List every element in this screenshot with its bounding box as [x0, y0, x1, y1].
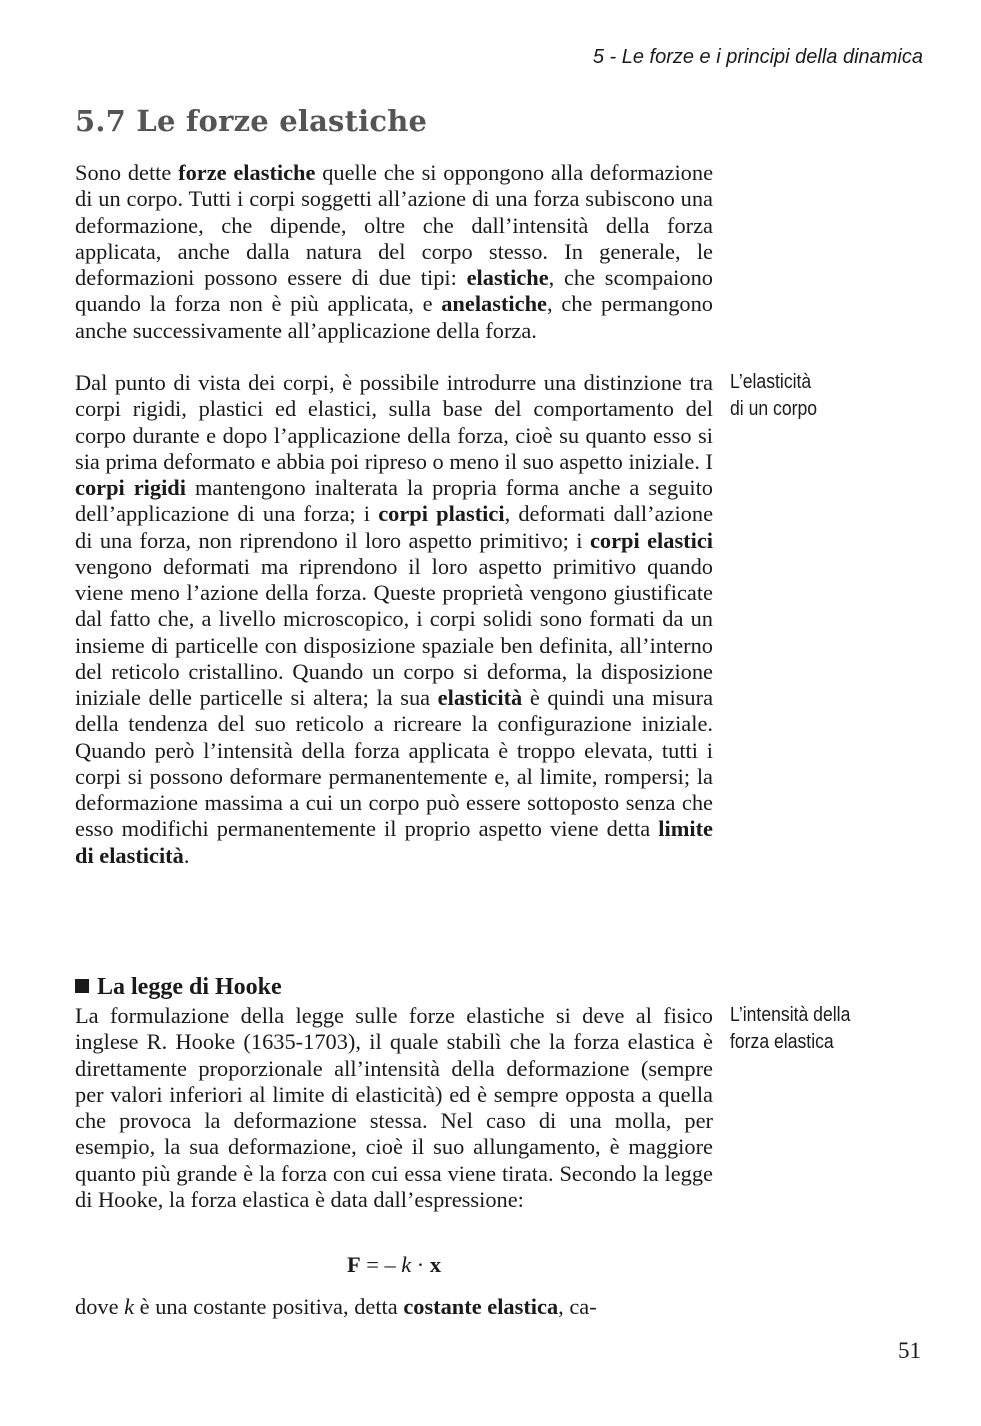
square-bullet-icon: [75, 979, 89, 993]
symbol-k: k: [124, 1294, 135, 1319]
section-title: 5.7 Le forze elastiche: [75, 104, 428, 138]
term-anelastiche: anelastiche: [441, 291, 547, 317]
term-corpi-plastici: corpi plastici: [378, 501, 505, 527]
hooke-formula: F = – k · x: [346, 1252, 442, 1277]
running-header: 5 - Le forze e i principi della dinamica: [592, 46, 923, 68]
term-elasticita: elasticità: [437, 685, 523, 710]
subsection-title: La legge di Hooke: [75, 974, 282, 1001]
paragraph-intro: Sono dette forze elastiche quelle che si oppongono alla deformazione di un corpo. Tutti i corpi soggetti all’azione di una forza subiscono una deformazione, che dipende, oltre che dall’intensità della forza applicata, anche dalla natura del corpo stesso. In generale, le deformazioni possono essere di due tipi: elastiche, che scompaiono quando la forza non è più applicata, e anelastiche, che permangono anche successivamente all’applicazione della forza.: [75, 160, 714, 343]
term-costante-elastica: costante elastica: [403, 1294, 559, 1319]
term-corpi-elastici: corpi elastici: [589, 527, 713, 553]
term-forze-elastiche: forze elastiche: [178, 160, 316, 185]
term-limite-elasticita: limite di elasticità: [75, 816, 713, 868]
paragraph-body-types: Dal punto di vista dei corpi, è possibile introdurre una distinzione tra corpi rigidi, plastici ed elastici, sulla base del comportamento del corpo durante e dopo l’applicazione della forza, cioè su quanto esso si sia prima deformato e abbia poi ripreso o meno il suo aspetto iniziale. I corpi rigidi mantengono inalterata la propria forma anche a seguito dell’applicazione di una forza; i corpi plastici, deformati dall’azione di una forza, non riprendono il loro aspetto primitivo; i corpi elastici vengono deformati ma riprendono il loro aspetto primitivo quando viene meno l’azione della forza. Queste proprietà vengono giustificate dal fatto che, a livello microscopico, i corpi solidi sono formati da un insieme di particelle con disposizione spaziale ben definita, all’interno del reticolo cristallino. Quando un corpo si deforma, la disposizione iniziale delle particelle si altera; la sua elasticità è quindi una misura della tendenza del suo reticolo a ricreare la configurazione iniziale. Quando però l’intensità della forza applicata è troppo elevata, tutti i corpi si possono deformare permanentemente e, al limite, rompersi; la deformazione massima a cui un corpo può essere sottoposto senza che esso modifichi permanentemente il proprio aspetto viene detta limite di elasticità.: [75, 370, 714, 868]
paragraph-constant: dove k è una costante positiva, detta costante elastica, ca-: [75, 1294, 597, 1319]
paragraph-hooke: La formulazione della legge sulle forze elastiche si deve al fisico inglese R. Hooke (1635-1703), il quale stabilì che la forza elastica è direttamente proporzionale all’intensità della deformazione (sempre per valori inferiori al limite di elasticità) ed è sempre opposta a quella che provoca la deformazione stessa. Nel caso di una molla, per esempio, la sua deformazione, cioè il suo allungamento, è maggiore quanto più grande è la forza con cui essa viene tirata. Secondo la legge di Hooke, la forza elastica è data dall’espressione:: [75, 1003, 713, 1212]
page-number: 51: [898, 1338, 921, 1363]
margin-note-elasticity: L’elasticità di un corpo: [730, 371, 818, 420]
term-corpi-rigidi: corpi rigidi: [75, 475, 186, 500]
margin-note-intensity: L’intensità della forza elastica: [730, 1004, 851, 1053]
term-elastiche: elastiche: [466, 265, 549, 290]
